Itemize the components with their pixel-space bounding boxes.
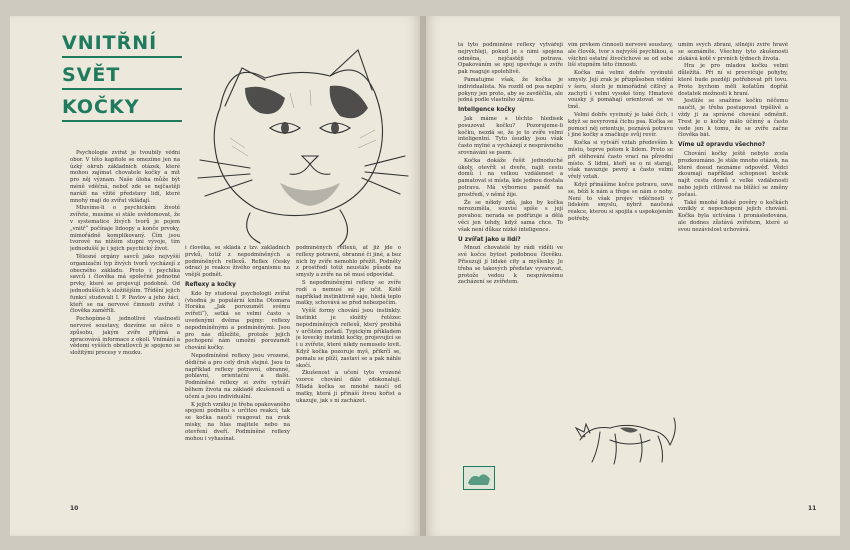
- paragraph: Nepodmíněné reflexy jsou vrozené, dědičné a pro celý druh stejné. Jsou to například reflexy potravní, obranné, pohlavní, orientační a další. Podmíněné reflexy si zvíře vytváří během života na základě zkušeností a učení a jsou individuální.: [185, 352, 290, 400]
- page-number-right: 11: [808, 505, 817, 512]
- paragraph: Jestliže se snažíme kočku něčemu naučit, je třeba postupovat trpělivě a vždy ji za správné chování odměnit. Trest je u kočky málo účinný a často vede jen k tomu, že se zvíře začne člověka bát.: [678, 98, 788, 139]
- left-column-1: [70, 150, 180, 495]
- left-column-3: [296, 245, 401, 495]
- section-heading: U zvířat jako u lidí?: [458, 236, 521, 243]
- paragraph: Hra je pro mladou kočku velmi důležitá. Při ní si procvičuje pohyby, které bude později potřebovat při lovu. Proto bychom měli koťatům dopřát dostatek možnosti k hraní.: [678, 63, 788, 97]
- paragraph: Kočka si vytváří vztah především k místu, teprve potom k lidem. Proto se při stěhování často vrací na původní místo. S lidmi, kteří se o ni starají, však navazuje pevný a často velmi vřelý vztah.: [568, 140, 673, 181]
- paragraph: K jejich vzniku je třeba opakovaného spojení podnětu s určitou reakcí; tak se kočka naučí reagovat na zvuk misky, na hlas majitele nebo na otevření dveří. Podmíněné reflexy mohou i vyhasínat.: [185, 401, 290, 442]
- paragraph: Velmi dobře vyvinutý je také čich, i když se nevyrovná čichu psa. Kočka se pomocí něj orientuje, poznává potravu i jiné kočky a značkuje svůj revír.: [568, 111, 673, 139]
- title-line-2: SVĚT: [62, 64, 182, 90]
- page-number-left: 10: [70, 505, 79, 512]
- cat-stretching-illustration: [570, 400, 680, 470]
- section-heading: Reflexy a kočky: [185, 281, 236, 288]
- section-heading: Víme už opravdu všechno?: [678, 142, 766, 149]
- paragraph: Kdo by studoval psychologii zvířat (vhodná je populární kniha Otomara Horáka „Jak porozumět svému zvířeti“), setká se velmi často s uvedenými dvěma pojmy: reflexy nepodmíněnými a podmíněnými. Jsou pro nás důležité, protože jejich pochopení nám umožní porozumět chování kočky.: [185, 290, 290, 352]
- paragraph: Zkušenost a učení tyto vrozené vzorce chování dále zdokonalují. Mladá kočka se mnohé naučí od matky, která jí přináší živou kořist a ukazuje, jak s ní zacházet.: [296, 370, 401, 404]
- paragraph: Kočka dokáže řešit jednoduché úkoly, otevřít si dveře, najít cestu domů i na velkou vzdálenost a pamatovat si místa, kde jednou dostala potravu. Má výbornou paměť na prostředí, v němž žije.: [458, 157, 563, 198]
- spine-gutter: [420, 16, 426, 536]
- paragraph: Tělesné orgány savců jako nejvyšší organizační typ živých tvorů vycházejí z obecného základu. Proto i psychika savců i člověka má společné jednotné prvky, které se projevují podobně. Od jednodušších k složitějším. Třídění jejich funkcí studovali I. P. Pavlov a jeho žáci, kteří se na nervové činnosti zvířat i člověka zaměřili.: [70, 253, 180, 315]
- paragraph: i člověka, se skládá z tzv. základních prvků, totiž z nepodmíněných a podmíněných reflexů. Reflex (česky odraz) je reakce živého organismu na vnější podnět.: [185, 245, 290, 279]
- paragraph: ta tyto podmíněné reflexy vytvářejí nejrychleji, pokud je s nimi spojena odměna, nejčastěji potrava. Opakováním se spoj upevňuje a zvíře pak reaguje spolehlivě.: [458, 42, 563, 76]
- paragraph: Také mnohé lidské pověry o kočkách vznikly z nepochopení jejich chování. Kočka byla uctívána i pronásledována, ale dodnes zůstává zvířetem, které si svou nezávislost uchovává.: [678, 199, 788, 233]
- paragraph: podmíněných reflexů, ať již jde o reflexy potravní, obranné či jiné, a bez nich by zvíře nemohlo přežít. Podněty z prostředí totiž neustále působí na smysly a zvíře na ně musí odpovídat.: [296, 245, 401, 279]
- title-line-1: VNITŘNÍ: [62, 32, 182, 58]
- article-title: [62, 32, 182, 128]
- left-column-2: [185, 245, 290, 495]
- right-column-3: [678, 42, 788, 442]
- paragraph: Chování kočky ještě nebylo zcela prozkoumáno. Je stále mnoho otázek, na které dosud neznáme odpověď. Vědci zkoumají například schopnost koček najít cestu domů z velké vzdálenosti nebo jejich citlivost na blížící se změny počasí.: [678, 150, 788, 198]
- paragraph: Kočka má velmi dobře vyvinuté smysly. Její zrak je přizpůsoben vidění v šeru, sluch je mimořádně citlivý a zachytí i velmi vysoké tóny. Hmatové vousky jí pomáhají orientovat se ve tmě.: [568, 70, 673, 111]
- right-column-1: [458, 42, 563, 462]
- paragraph: Mnozí chovatelé by rádi viděli ve své kočce bytost podobnou člověku. Přisuzují jí lidské city a myšlenky. Je třeba se takových představ vyvarovat, protože vedou k nesprávnému zacházení se zvířetem.: [458, 245, 563, 286]
- paragraph: S nepodmíněnými reflexy se zvíře rodí a nemusí se je učit. Kotě například instinktivně saje, hledá teplo matky, schovává se před nebezpečím.: [296, 279, 401, 307]
- publisher-stamp-icon: [463, 466, 495, 490]
- paragraph: Vyšší formy chování jsou instinkty. Instinkt je složitý řetězec nepodmíněných reflexů, který probíhá v určitém pořadí. Typickým příkladem je lovecký instinkt kočky, projevující se i u zvířete, které nikdy nemuselo lovit. Když kočka pozoruje myš, přikrčí se, pomalu se plíží, zastaví se a pak náhle skočí.: [296, 308, 401, 369]
- paragraph: Že se někdy zdá, jako by kočka nerozuměla, souvisí spíše s její povahou: nerada se podřizuje a dělá věci jen tehdy, když sama chce. To však není důkaz nízké inteligence.: [458, 199, 563, 233]
- paragraph: Když přinášíme kočce potravu, ozve se, běží k nám a třepe se nám o nohy. Není to však projev vděčnosti v lidském smyslu, nýbrž naučená reakce, kterou si spojila s uspokojením potřeby.: [568, 181, 673, 222]
- paragraph: Pamatujme však, že kočka je individualista. Na rozdíl od psa neplní pokyny jen proto, aby se zavděčila, ale jedná podle vlastního zájmu.: [458, 76, 563, 104]
- paragraph: umím svých zbraní, silnější zvíře hravě se seznámíte. Všechny tyto zkušenosti získává kotě v prvních týdnech života.: [678, 42, 788, 62]
- paragraph: Psychologie zvířat je tvoubilý vědní obor. V této kapitole se omezíme jen na úzký okruh základních otázek, které mohou zajímat chovatele kočky a mít pro něj význam. Naše úloha může být méně vděčná, neboť zde se nejčastěji naráží na vžité představy lidí, které mnohý mají do zvířat vkládají.: [70, 150, 180, 204]
- paragraph: Mluvíme-li o psychickém životě zvířete, musíme si stále uvědomovat, že v systematice živých tvorů je pojem „vnitř“ počínaje lidoopy a konče prvoky, mimořádně komplikovaný. Čím jsou tvorové na nižším stupni vývoje, tím jednodušší je i jejich psychický život.: [70, 205, 180, 253]
- paragraph: Pochopíme-li jednotlivé vlastnosti nervové soustavy, dozvíme se něco o způsobu, jakým zvíře přijímá a zpracovává informace z okolí. Vnímání a vědomí vyšších obratlovců je spojeno se složitými procesy v mozku.: [70, 316, 180, 357]
- section-heading: Inteligence kočky: [458, 107, 516, 114]
- title-line-3: KOČKY: [62, 96, 182, 122]
- paragraph: vím prvkem činnosti nervové soustavy, ale člověk, tvor s nejvyšší psychikou, a všichni ostatní živočichové se od sebe liší stupněm této činnosti.: [568, 42, 673, 69]
- paragraph: Jak máme s těchto hledisek posuzovat kočku? Pozorujeme-li kočku, nezdá se, že je to zvíře velmi inteligentní. Tyto úsudky jsou však často mylné a vycházejí z nesprávného srovnávání se psem.: [458, 115, 563, 156]
- cat-portrait-illustration: [190, 38, 410, 248]
